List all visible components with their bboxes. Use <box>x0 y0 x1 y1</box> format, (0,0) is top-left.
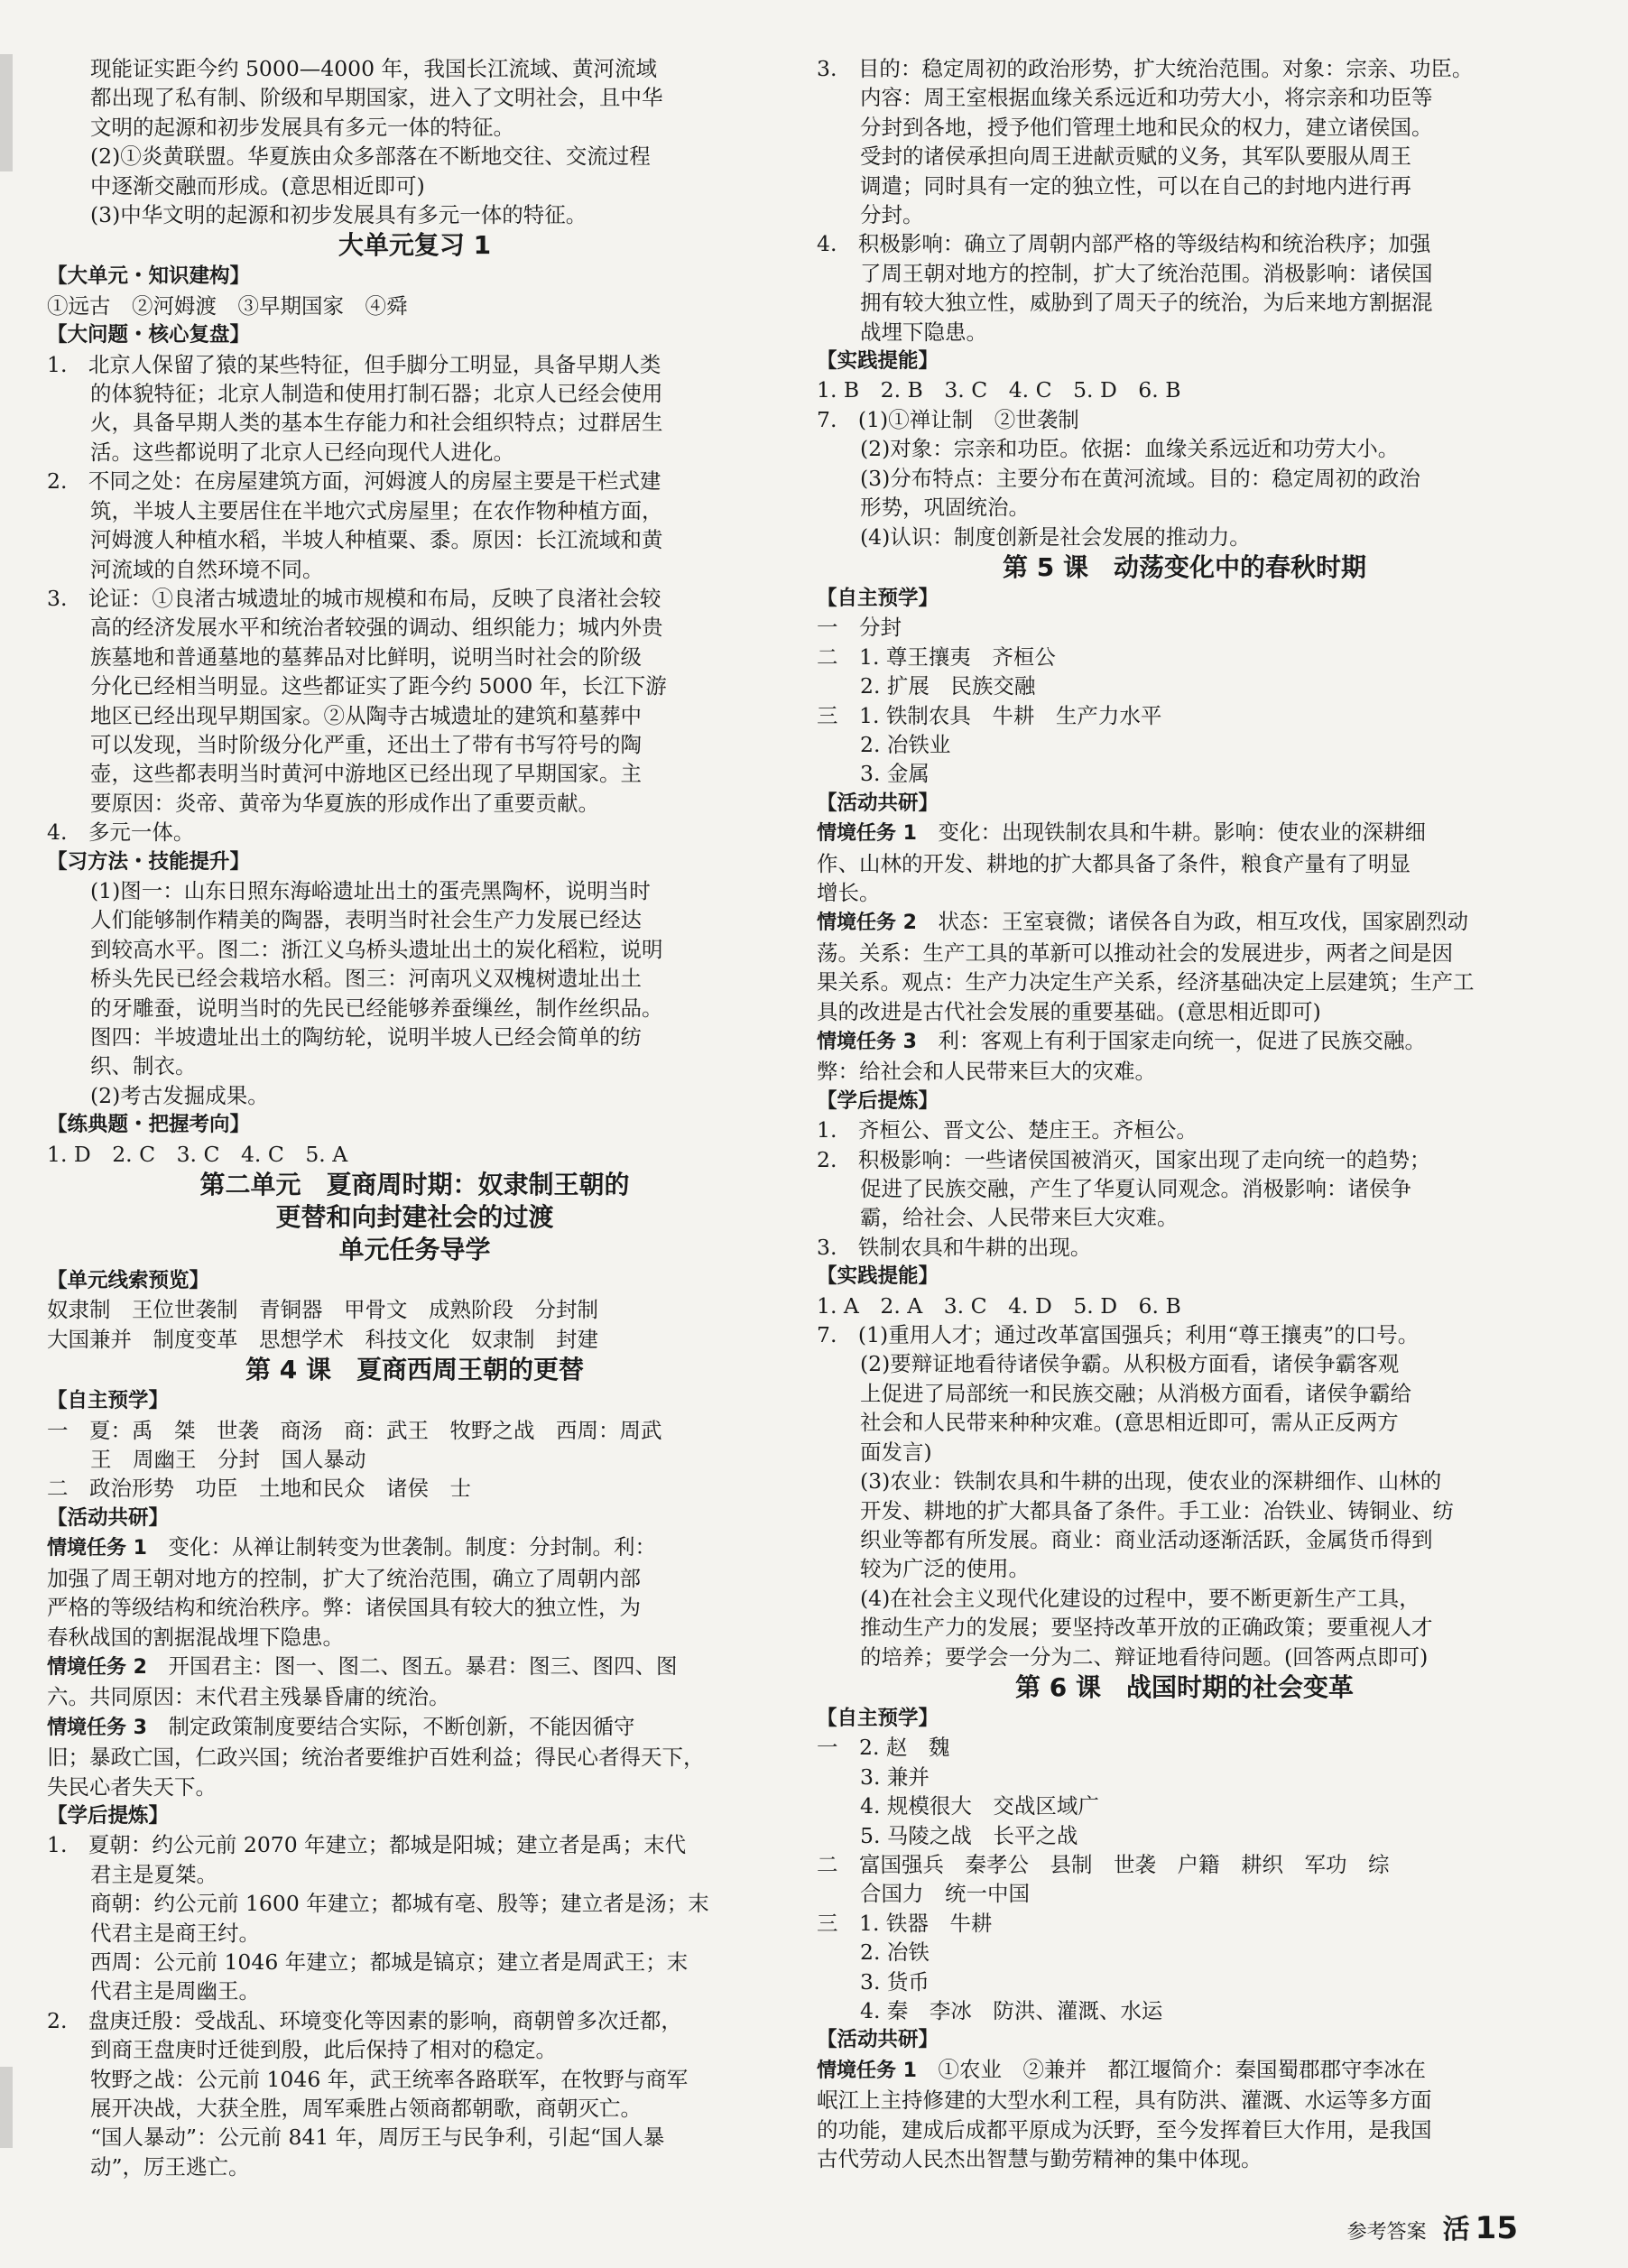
text-line: 形势，巩固统治。 <box>860 495 1030 521</box>
text-line: 的培养；要学会一分为二、辩证地看待问题。(回答两点即可) <box>860 1643 1429 1670</box>
text-line: 王 周幽王 分封 国人暴动 <box>90 1447 366 1473</box>
section-heading: 第 6 课 战国时期的社会变革 <box>1015 1671 1354 1702</box>
text-line: 岷江上主持修建的大型水利工程，具有防洪、灌溉、水运等多方面 <box>817 2087 1432 2114</box>
text-line: 1. 夏朝：约公元前 2070 年建立；都城是阳城；建立者是禹；末代 <box>47 1832 687 1858</box>
text-line: 壶，这些都表明当时黄河中游地区已经出现了早期国家。主 <box>90 761 642 787</box>
text-line: 促进了民族交融，产生了华夏认同观念。消极影响：诸侯争 <box>860 1176 1411 1202</box>
text-line: 果关系。观点：生产力决定生产关系，经济基础决定上层建筑；生产工 <box>817 969 1475 995</box>
text-line: 到商王盘庚时迁徙到殷，此后保持了相对的稳定。 <box>90 2037 557 2063</box>
text-line: 中逐渐交融而形成。(意思相近即可) <box>90 172 425 199</box>
text-line: 织、制衣。 <box>90 1053 197 1079</box>
text-line: 旧；暴政亡国，仁政兴国；统治者要维护百姓利益；得民心者得天下， <box>47 1745 705 1771</box>
text-line: 7. (1)①禅让制 ②世袭制 <box>817 406 1079 432</box>
section-heading: 更替和向封建社会的过渡 <box>275 1202 554 1233</box>
text-line: 河流域的自然环境不同。 <box>90 556 324 582</box>
text-line: (2)考古发掘成果。 <box>90 1082 269 1108</box>
text-line: 牧野之战：公元前 1046 年，武王统率各路联军，在牧野与商军 <box>90 2066 689 2092</box>
text-line: 都出现了私有制、阶级和早期国家，进入了文明社会，且中华 <box>90 85 663 111</box>
text-line: 三 1. 铁制农具 牛耕 生产力水平 <box>817 702 1162 728</box>
task-label: 情境任务 2 <box>47 1655 147 1679</box>
section-heading: 单元任务导学 <box>338 1235 491 1265</box>
text-line: 作、山林的开发、耕地的扩大都具备了条件，粮食产量有了明显 <box>817 850 1411 876</box>
task-line <box>817 907 1552 938</box>
text-line: 上促进了局部统一和民族交融；从消极方面看，诸侯争霸给 <box>860 1380 1411 1406</box>
text-line: 受封的诸侯承担向周王进献贡赋的义务，其军队要服从周王 <box>860 143 1411 170</box>
right-column <box>817 54 1552 2173</box>
text-line: 分封。 <box>860 202 924 228</box>
text-line: 3. 目的：稳定周初的政治形势，扩大统治范围。对象：宗亲、功臣。 <box>817 56 1474 81</box>
text-line: 调遣；同时具有一定的独立性，可以在自己的封地内进行再 <box>860 172 1411 199</box>
task-label: 情境任务 2 <box>817 912 917 935</box>
text-line: 失民心者失天下。 <box>47 1773 217 1800</box>
task-line <box>817 1026 1552 1057</box>
task-label: 情境任务 1 <box>817 822 917 846</box>
task-line <box>817 818 1552 848</box>
text-line: 较为广泛的使用。 <box>860 1556 1030 1582</box>
text-line: 社会和人民带来种种灾难。(意思相近即可，需从正反两方 <box>860 1410 1399 1436</box>
text-line: (3)分布特点：主要分布在黄河流域。目的：稳定周初的政治 <box>860 465 1420 491</box>
text-line: 的功能，建成后成都平原成为沃野，至今发挥着巨大作用，是我国 <box>817 2116 1432 2143</box>
text-line: 的牙雕蚕，说明当时的先民已经能够养蚕缫丝，制作丝织品。 <box>90 995 663 1021</box>
page-number: 15 <box>1475 2210 1518 2246</box>
text-line: 3. 货币 <box>860 1968 930 1995</box>
text-line: 具的改进是古代社会发展的重要基础。(意思相近即可) <box>817 998 1321 1024</box>
task-text: 开国君主：图一、图二、图五。暴君：图三、图四、图 <box>146 1652 678 1679</box>
section-tag: 【单元线索预览】 <box>47 1269 210 1293</box>
text-line: (2)要辩证地看待诸侯争霸。从积极方面看，诸侯争霸客观 <box>860 1351 1400 1377</box>
text-line: (4)在社会主义现代化建设的过程中，要不断更新生产工具， <box>860 1585 1420 1611</box>
text-line: 大国兼并 制度变革 思想学术 科技文化 奴隶制 封建 <box>47 1326 598 1352</box>
task-label: 情境任务 1 <box>817 2059 917 2082</box>
text-line: 展开决战，大获全胜，周军乘胜占领商都朝歌，商朝灭亡。 <box>90 2096 642 2121</box>
text-line: 活。这些都说明了北京人已经向现代人进化。 <box>90 439 514 465</box>
task-line <box>47 1712 782 1743</box>
text-line: 2. 冶铁业 <box>860 731 951 757</box>
text-line: 织业等都有所发展。商业：商业活动逐渐活跃，金属货币得到 <box>860 1526 1433 1552</box>
text-line: 2. 积极影响：一些诸侯国被消灭，国家出现了走向统一的趋势； <box>817 1146 1431 1172</box>
text-line: 弊：给社会和人民带来巨大的灾难。 <box>817 1059 1156 1085</box>
text-line: 奴隶制 王位世袭制 青铜器 甲骨文 成熟阶段 分封制 <box>47 1297 598 1323</box>
text-line: 1. 北京人保留了猿的某些特征，但手脚分工明显，具备早期人类 <box>47 351 661 377</box>
text-line: 5. 马陵之战 长平之战 <box>860 1822 1078 1848</box>
section-heading: 第 5 课 动荡变化中的春秋时期 <box>1003 551 1366 582</box>
section-tag: 【大问题・核心复盘】 <box>47 323 251 347</box>
text-line: ①远古 ②河姆渡 ③早期国家 ④舜 <box>47 292 408 319</box>
section-tag: 【练典题・把握考向】 <box>47 1113 251 1137</box>
left-column <box>47 54 782 2181</box>
text-line: 代君主是周幽王。 <box>90 1978 260 2004</box>
text-line: 2. 冶铁 <box>860 1939 930 1966</box>
text-line: (3)农业：铁制农具和牛耕的出现，使农业的深耕细作、山林的 <box>860 1468 1442 1495</box>
task-label: 情境任务 3 <box>47 1716 147 1739</box>
text-line: 分化已经相当明显。这些都证实了距今约 5000 年，长江下游 <box>90 673 667 699</box>
text-line: 2. 扩展 民族交融 <box>860 673 1036 699</box>
text-line: 二 1. 尊王攘夷 齐桓公 <box>817 643 1056 670</box>
task-line <box>817 2055 1552 2086</box>
text-line: 文明的起源和初步发展具有多元一体的特征。 <box>90 114 514 140</box>
text-line: 火，具备早期人类的基本生存能力和社会组织特点；过群居生 <box>90 410 663 436</box>
text-line: 现能证实距今约 5000—4000 年，我国长江流域、黄河流域 <box>90 56 658 81</box>
text-line: 河姆渡人种植水稻，半坡人种植粟、黍。原因：长江流域和黄 <box>90 527 663 553</box>
text-line: 一 分封 <box>817 615 902 641</box>
text-line: (2)对象：宗亲和功臣。依据：血缘关系远近和功劳大小。 <box>860 436 1400 462</box>
task-line <box>47 1532 782 1563</box>
text-line: 3. 铁制农具和牛耕的出现。 <box>817 1234 1092 1260</box>
text-line: 族墓地和普通墓地的墓葬品对比鲜明，说明当时社会的阶级 <box>90 643 642 670</box>
text-line: 7. (1)重用人才；通过改革富国强兵；利用“尊王攘夷”的口号。 <box>817 1322 1420 1348</box>
text-line: 战埋下隐患。 <box>860 319 987 345</box>
text-line: 西周：公元前 1046 年建立；都城是镐京；建立者是周武王；末 <box>90 1949 689 1975</box>
section-heading: 第 4 课 夏商西周王朝的更替 <box>245 1355 584 1385</box>
text-line: 加强了周王朝对地方的控制，扩大了统治范围，确立了周朝内部 <box>47 1565 641 1591</box>
text-line: 增长。 <box>817 879 881 905</box>
task-text: ①农业 ②兼并 都江堰简介：秦国蜀郡郡守李冰在 <box>916 2056 1426 2082</box>
text-line: 高的经济发展水平和统治者较强的调动、组织能力；城内外贵 <box>90 615 663 641</box>
section-tag: 【大单元・知识建构】 <box>47 264 251 289</box>
text-line: 要原因：炎帝、黄帝为华夏族的形成作出了重要贡献。 <box>90 790 599 816</box>
text-line: 二 富国强兵 秦孝公 县制 世袭 户籍 耕织 军功 综 <box>817 1851 1390 1877</box>
text-line: (4)认识：制度创新是社会发展的推动力。 <box>860 523 1251 550</box>
text-line: 严格的等级结构和统治秩序。弊：诸侯国具有较大的独立性，为 <box>47 1595 641 1621</box>
task-text: 状态：王室衰微；诸侯各自为政，相互攻伐，国家剧烈动 <box>916 909 1468 935</box>
section-tag: 【自主预学】 <box>817 586 939 610</box>
text-line: 分封到各地，授予他们管理土地和民众的权力，建立诸侯国。 <box>860 114 1433 140</box>
task-label: 情境任务 1 <box>47 1537 147 1560</box>
text-line: 2. 不同之处：在房屋建筑方面，河姆渡人的房屋主要是干栏式建 <box>47 468 661 495</box>
task-line <box>47 1652 782 1682</box>
text-line: 了周王朝对地方的控制，扩大了统治范围。消极影响：诸侯国 <box>860 260 1433 286</box>
text-line: 荡。关系：生产工具的革新可以推动社会的发展进步，两者之间是因 <box>817 940 1453 966</box>
section-tag: 【自主预学】 <box>817 1706 939 1730</box>
task-text: 变化：出现铁制农具和牛耕。影响：使农业的深耕细 <box>916 819 1426 846</box>
text-line: 可以发现，当时阶级分化严重，还出土了带有书写符号的陶 <box>90 731 642 757</box>
text-line: 开发、耕地的扩大都具备了条件。手工业：冶铁业、铸铜业、纺 <box>860 1497 1454 1523</box>
text-line: 古代劳动人民杰出智慧与勤劳精神的集中体现。 <box>817 2146 1263 2172</box>
text-line: (1)图一：山东日照东海峪遗址出土的蛋壳黑陶杯，说明当时 <box>90 877 651 903</box>
text-line: 地区已经出现早期国家。②从陶寺古城遗址的建筑和墓葬中 <box>90 702 642 728</box>
text-line: 图四：半坡遗址出土的陶纺轮，说明半坡人已经会简单的纺 <box>90 1024 642 1050</box>
section-tag: 【实践提能】 <box>817 349 939 374</box>
section-tag: 【活动共研】 <box>817 2028 939 2052</box>
text-line: 到较高水平。图二：浙江义乌桥头遗址出土的炭化稻粒，说明 <box>90 936 663 962</box>
text-line: (2)①炎黄联盟。华夏族由众多部落在不断地交往、交流过程 <box>90 143 651 170</box>
text-line: 六。共同原因：末代君主残暴昏庸的统治。 <box>47 1684 450 1710</box>
text-line: 推动生产力的发展；要坚持改革开放的正确政策；要重视人才 <box>860 1615 1433 1641</box>
section-tag: 【活动共研】 <box>47 1505 170 1530</box>
text-line: 霸，给社会、人民带来巨大灾难。 <box>860 1205 1179 1231</box>
text-line: 桥头先民已经会栽培水稻。图三：河南巩义双槐树遗址出土 <box>90 966 642 992</box>
section-tag: 【实践提能】 <box>817 1264 939 1289</box>
text-line: 代君主是商王纣。 <box>90 1920 260 1946</box>
text-line: 4. 秦 李冰 防洪、灌溉、水运 <box>860 1998 1163 2023</box>
section-tag: 【自主预学】 <box>47 1389 170 1413</box>
section-tag: 【活动共研】 <box>817 791 939 815</box>
text-line: 1. 齐桓公、晋文公、楚庄王。齐桓公。 <box>817 1117 1198 1143</box>
text-line: 1. B 2. B 3. C 4. C 5. D 6. B <box>817 377 1181 403</box>
text-line: 4. 积极影响：确立了周朝内部严格的等级结构和统治秩序；加强 <box>817 231 1431 257</box>
text-line: 二 政治形势 功臣 土地和民众 诸侯 士 <box>47 1476 471 1502</box>
footer-series-mark: 活 <box>1442 2214 1470 2245</box>
footer-label: 参考答案 <box>1346 2221 1427 2244</box>
task-label: 情境任务 3 <box>817 1031 917 1053</box>
text-line: 2. 盘庚迁殷：受战乱、环境变化等因素的影响，商朝曾多次迁都， <box>47 2007 682 2033</box>
section-tag: 【习方法・技能提升】 <box>47 849 251 874</box>
section-heading: 第二单元 夏商周时期：奴隶制王朝的 <box>199 1170 630 1200</box>
scan-edge-mark <box>0 2067 13 2148</box>
section-heading: 大单元复习 1 <box>338 230 492 261</box>
text-line: 3. 论证：①良渚古城遗址的城市规模和布局，反映了良渚社会较 <box>47 585 661 611</box>
text-line: 春秋战国的割据混战埋下隐患。 <box>47 1624 344 1650</box>
text-line: 内容：周王室根据血缘关系远近和功劳大小，将宗亲和功臣等 <box>860 85 1433 111</box>
task-text: 利：客观上有利于国家走向统一，促进了民族交融。 <box>916 1028 1426 1053</box>
text-line: 的体貌特征；北京人制造和使用打制石器；北京人已经会使用 <box>90 381 663 407</box>
text-line: 1. D 2. C 3. C 4. C 5. A <box>47 1141 348 1167</box>
text-line: 面发言) <box>860 1439 932 1465</box>
text-line: 合国力 统一中国 <box>860 1881 1030 1907</box>
text-line: 4. 多元一体。 <box>47 819 195 846</box>
text-line: 一 2. 赵 魏 <box>817 1735 950 1761</box>
text-line: 筑，半坡人主要居住在半地穴式房屋里；在农作物种植方面， <box>90 497 663 523</box>
scan-edge-mark <box>0 54 13 171</box>
text-line: 人们能够制作精美的陶器，表明当时社会生产力发展已经达 <box>90 907 642 933</box>
page-footer <box>1346 2210 1518 2248</box>
text-line: 一 夏：禹 桀 世袭 商汤 商：武王 牧野之战 西周：周武 <box>47 1417 662 1443</box>
text-line: 三 1. 铁器 牛耕 <box>817 1910 993 1936</box>
section-tag: 【学后提炼】 <box>817 1088 939 1113</box>
task-text: 变化：从禅让制转变为世袭制。制度：分封制。利： <box>146 1534 656 1560</box>
section-tag: 【学后提炼】 <box>47 1803 170 1828</box>
text-line: 1. A 2. A 3. C 4. D 5. D 6. B <box>817 1292 1181 1319</box>
text-line: 3. 兼并 <box>860 1763 930 1790</box>
text-line: 3. 金属 <box>860 761 930 787</box>
text-line: (3)中华文明的起源和初步发展具有多元一体的特征。 <box>90 202 587 228</box>
text-line: 商朝：约公元前 1600 年建立；都城有亳、殷等；建立者是汤；末 <box>90 1891 709 1917</box>
text-line: 君主是夏桀。 <box>90 1861 217 1887</box>
text-line: 动”，厉王逃亡。 <box>90 2153 250 2180</box>
text-line: 4. 规模很大 交战区域广 <box>860 1793 1099 1819</box>
text-line: 拥有较大独立性，威胁到了周天子的统治，为后来地方割据混 <box>860 290 1433 316</box>
task-text: 制定政策制度要结合实际，不断创新，不能因循守 <box>146 1713 635 1739</box>
text-line: “国人暴动”：公元前 841 年，周厉王与民争利，引起“国人暴 <box>90 2125 665 2151</box>
